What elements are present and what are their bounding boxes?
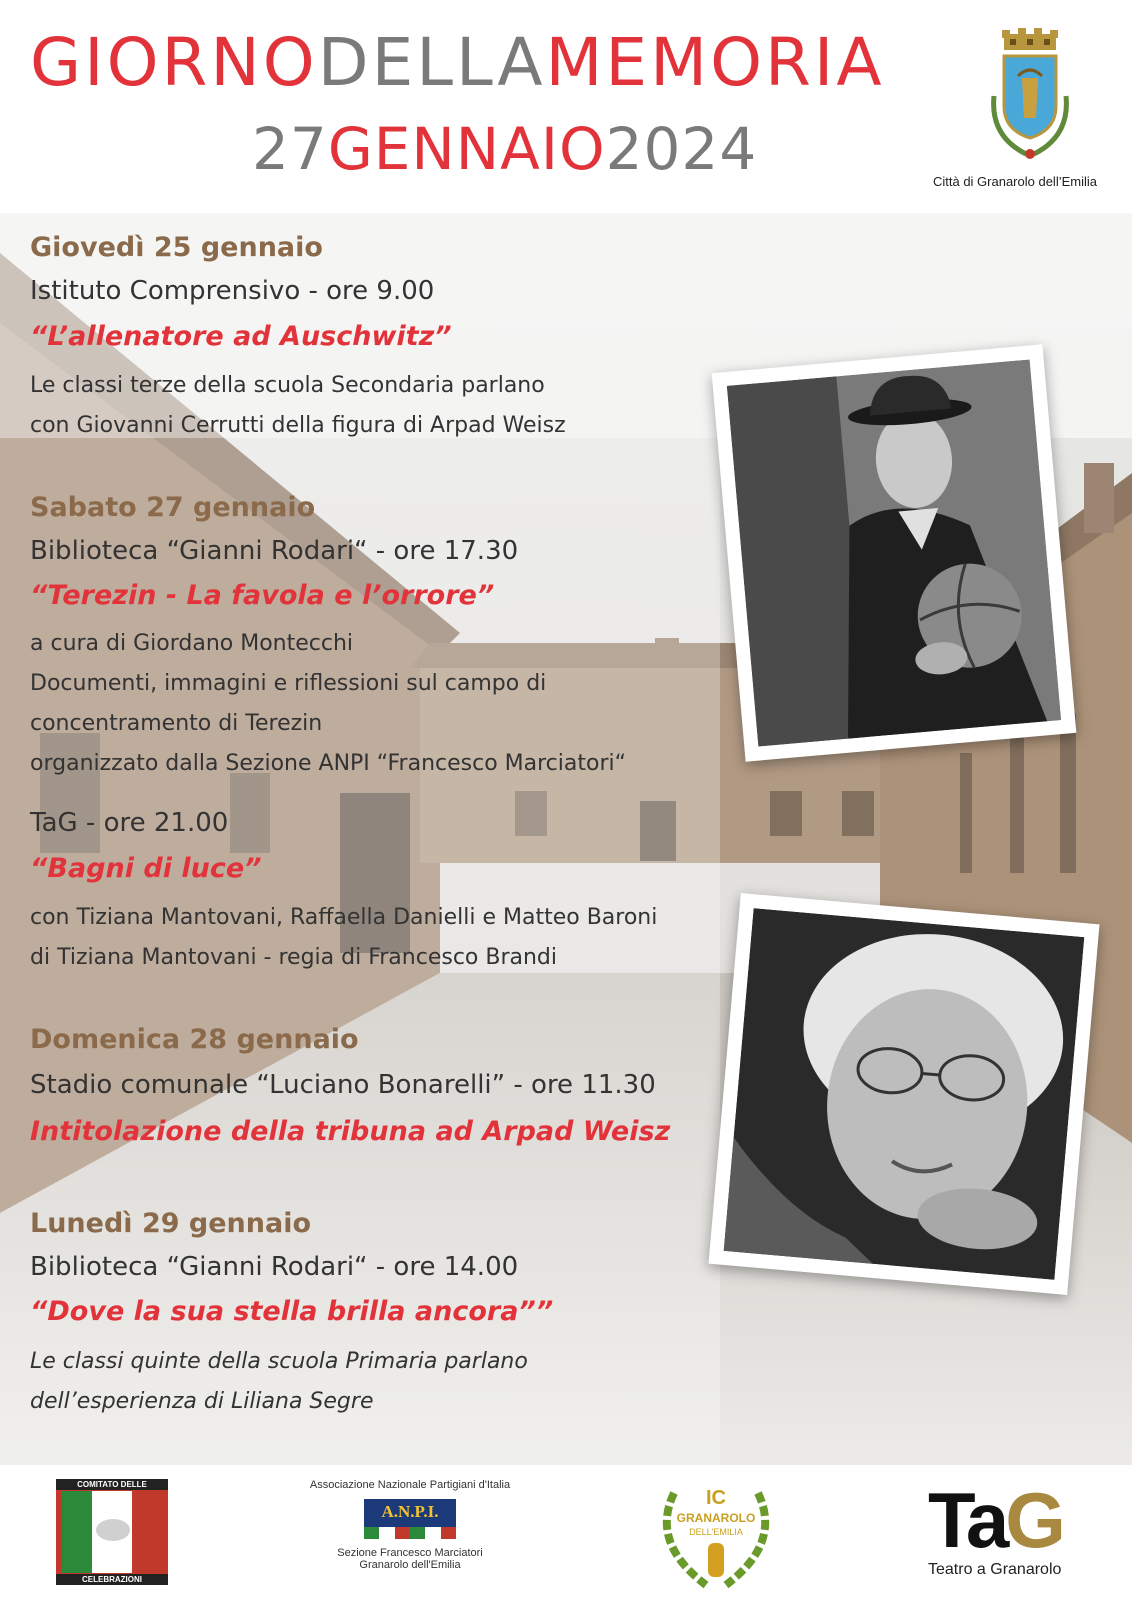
poster-date bbox=[252, 115, 758, 183]
event-4-day: Domenica 28 gennaio bbox=[30, 1024, 359, 1055]
event-3-desc-2: di Tiziana Mantovani - regia di Francesco Brandi bbox=[30, 945, 558, 970]
event-2-desc-4: organizzato dalla Sezione ANPI “Francesco Marciatori“ bbox=[30, 751, 627, 776]
event-2-place: Biblioteca “Gianni Rodari“ - ore 17.30 bbox=[30, 536, 519, 566]
title-giorno: GIORNO bbox=[30, 24, 318, 101]
date-day: 27 bbox=[252, 115, 328, 183]
event-3-title: “Bagni di luce” bbox=[30, 853, 262, 884]
comitato-top-text: COMITATO DELLE bbox=[56, 1479, 168, 1490]
comitato-bottom-text: CELEBRAZIONI bbox=[56, 1574, 168, 1585]
event-4-title: Intitolazione della tribuna ad Arpad Weisz bbox=[30, 1116, 671, 1147]
man-with-ball-image bbox=[727, 359, 1061, 746]
photo-arpad-weisz bbox=[712, 344, 1077, 761]
anpi-logo bbox=[290, 1479, 530, 1589]
event-2-title: “Terezin - La favola e l’orrore” bbox=[30, 580, 495, 611]
event-5-desc-1: Le classi quinte della scuola Primaria parlano bbox=[30, 1349, 528, 1374]
anpi-section-text: Sezione Francesco Marciatori bbox=[337, 1547, 483, 1559]
footer-logos bbox=[0, 1465, 1132, 1600]
ic-sub-text: DELL'EMILIA bbox=[689, 1527, 743, 1537]
event-5-place: Biblioteca “Gianni Rodari“ - ore 14.00 bbox=[30, 1252, 519, 1282]
event-5-title: “Dove la sua stella brilla ancora”” bbox=[30, 1296, 554, 1327]
event-1-desc-2: con Giovanni Cerrutti della figura di Arpad Weisz bbox=[30, 413, 566, 438]
event-5-day: Lunedì 29 gennaio bbox=[30, 1208, 312, 1239]
poster-title bbox=[30, 24, 950, 101]
event-4-place: Stadio comunale “Luciano Bonarelli” - ore 11.30 bbox=[30, 1070, 656, 1100]
dove-icon bbox=[96, 1519, 130, 1541]
ic-granarolo-logo bbox=[646, 1473, 786, 1593]
anpi-town-text: Granarolo dell'Emilia bbox=[359, 1559, 461, 1571]
photo-liliana-segre bbox=[708, 893, 1099, 1295]
anpi-flag-icon bbox=[364, 1499, 456, 1539]
city-name: Città di Granarolo dell’Emilia bbox=[932, 174, 1097, 189]
elderly-woman-portrait-image bbox=[724, 908, 1085, 1280]
title-della: DELLA bbox=[317, 24, 546, 101]
comitato-celebrazioni-logo bbox=[56, 1479, 168, 1585]
event-1-desc-1: Le classi terze della scuola Secondaria parlano bbox=[30, 373, 545, 398]
anpi-logo-text: A.N.P.I. bbox=[381, 1502, 439, 1521]
title-memoria: MEMORIA bbox=[545, 24, 885, 101]
event-3-desc-1: con Tiziana Mantovani, Raffaella Danielli e Matteo Baroni bbox=[30, 905, 658, 930]
tag-logo-icon: TaG bbox=[928, 1476, 1062, 1564]
event-2-desc-1: a cura di Giordano Montecchi bbox=[30, 631, 354, 656]
event-2-desc-2: Documenti, immagini e riflessioni sul campo di bbox=[30, 671, 547, 696]
header bbox=[0, 0, 1132, 213]
event-1-place: Istituto Comprensivo - ore 9.00 bbox=[30, 276, 435, 306]
event-2-desc-3: concentramento di Terezin bbox=[30, 711, 323, 736]
event-3-place: TaG - ore 21.00 bbox=[30, 808, 229, 838]
event-5-desc-2: dell’esperienza di Liliana Segre bbox=[30, 1389, 374, 1414]
city-crest-icon bbox=[980, 26, 1080, 168]
anpi-top-text: Associazione Nazionale Partigiani d'Italia bbox=[309, 1479, 511, 1491]
date-month: GENNAIO bbox=[327, 115, 606, 183]
ic-name-text: GRANAROLO bbox=[676, 1511, 756, 1525]
event-1-day: Giovedì 25 gennaio bbox=[30, 232, 323, 263]
date-year: 2024 bbox=[605, 115, 758, 183]
event-2-day: Sabato 27 gennaio bbox=[30, 492, 316, 523]
event-1-title: “L’allenatore ad Auschwitz” bbox=[30, 321, 452, 352]
ic-text: IC bbox=[706, 1487, 726, 1509]
tag-teatro-logo bbox=[928, 1476, 1088, 1591]
tag-sub-text: Teatro a Granarolo bbox=[928, 1561, 1062, 1578]
